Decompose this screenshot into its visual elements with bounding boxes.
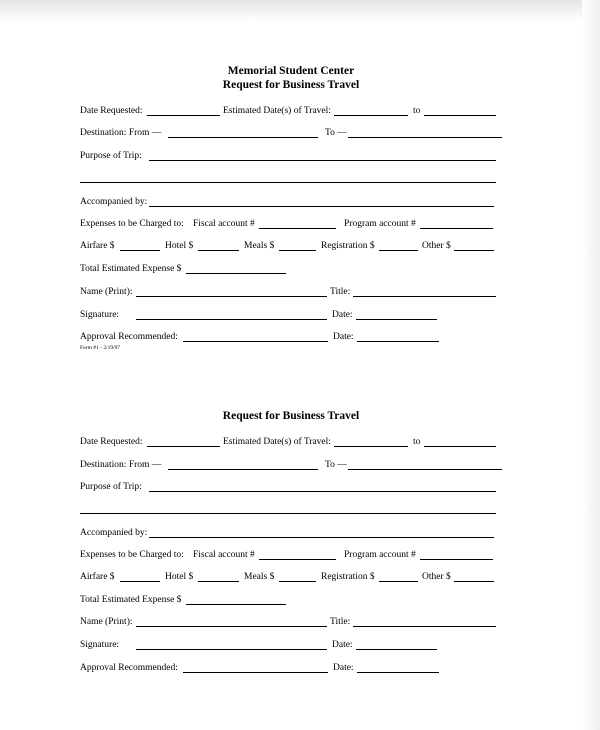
title-label: Title: [330, 617, 351, 627]
date-requested-label: Date Requested: [80, 437, 143, 447]
accompanied-field[interactable] [149, 537, 494, 538]
form-title: Request for Business Travel [222, 79, 360, 91]
name-field[interactable] [136, 626, 327, 627]
destination-from-field[interactable] [168, 469, 318, 470]
purpose-label: Purpose of Trip: [80, 151, 142, 161]
destination-from-field[interactable] [168, 137, 318, 138]
form-title: Request for Business Travel [222, 410, 360, 422]
total-expense-field[interactable] [186, 273, 286, 274]
airfare-label: Airfare $ [80, 572, 115, 582]
date-requested-field[interactable] [147, 115, 220, 116]
title-label: Title: [330, 287, 351, 297]
total-expense-label: Total Estimated Expense $ [80, 264, 182, 274]
hotel-label: Hotel $ [165, 241, 194, 251]
fiscal-account-field[interactable] [259, 559, 336, 560]
program-account-field[interactable] [420, 228, 493, 229]
program-account-field[interactable] [420, 559, 493, 560]
signature-date-field[interactable] [356, 649, 437, 650]
meals-field[interactable] [279, 250, 316, 251]
approval-field[interactable] [183, 341, 328, 342]
fiscal-account-field[interactable] [259, 228, 336, 229]
date-requested-label: Date Requested: [80, 106, 143, 116]
registration-field[interactable] [379, 250, 418, 251]
meals-label: Meals $ [244, 241, 275, 251]
airfare-field[interactable] [120, 250, 160, 251]
other-label: Other $ [422, 241, 451, 251]
hotel-field[interactable] [198, 581, 239, 582]
destination-to-field[interactable] [348, 137, 502, 138]
travel-end-field[interactable] [424, 446, 496, 447]
signature-date-label: Date: [332, 310, 353, 320]
accompanied-field[interactable] [149, 206, 494, 207]
program-account-label: Program account # [344, 550, 416, 560]
meals-field[interactable] [279, 581, 316, 582]
signature-date-field[interactable] [356, 319, 437, 320]
other-label: Other $ [422, 572, 451, 582]
signature-label: Signature: [80, 640, 120, 650]
fiscal-account-label: Fiscal account # [193, 550, 255, 560]
registration-field[interactable] [379, 581, 418, 582]
approval-date-field[interactable] [357, 341, 439, 342]
destination-to-label: To — [325, 460, 347, 470]
title-field[interactable] [353, 626, 496, 627]
total-expense-label: Total Estimated Expense $ [80, 595, 182, 605]
other-field[interactable] [454, 581, 494, 582]
signature-date-label: Date: [332, 640, 353, 650]
other-field[interactable] [454, 250, 494, 251]
purpose-label: Purpose of Trip: [80, 482, 142, 492]
to-label: to [413, 437, 421, 447]
destination-to-field[interactable] [348, 469, 502, 470]
destination-from-label: Destination: From — [80, 128, 162, 138]
approval-field[interactable] [183, 672, 328, 673]
estimated-dates-label: Estimated Date(s) of Travel: [223, 437, 331, 447]
destination-from-label: Destination: From — [80, 460, 162, 470]
viewer-right-shadow [582, 0, 600, 730]
purpose-field-line-2[interactable] [80, 182, 496, 183]
airfare-field[interactable] [120, 581, 160, 582]
travel-end-field[interactable] [424, 115, 496, 116]
approval-label: Approval Recommended: [80, 332, 178, 342]
airfare-label: Airfare $ [80, 241, 115, 251]
purpose-field[interactable] [149, 491, 496, 492]
accompanied-label: Accompanied by: [80, 197, 148, 207]
meals-label: Meals $ [244, 572, 275, 582]
program-account-label: Program account # [344, 219, 416, 229]
name-label: Name (Print): [80, 617, 133, 627]
title-field[interactable] [353, 296, 496, 297]
total-expense-field[interactable] [186, 604, 286, 605]
signature-label: Signature: [80, 310, 120, 320]
purpose-field[interactable] [149, 160, 496, 161]
signature-field[interactable] [136, 649, 327, 650]
approval-label: Approval Recommended: [80, 663, 178, 673]
org-name: Memorial Student Center [227, 65, 355, 77]
hotel-field[interactable] [198, 250, 239, 251]
signature-field[interactable] [136, 319, 327, 320]
date-requested-field[interactable] [147, 446, 220, 447]
to-label: to [413, 106, 421, 116]
registration-label: Registration $ [321, 572, 375, 582]
name-label: Name (Print): [80, 287, 133, 297]
approval-date-label: Date: [333, 332, 354, 342]
fiscal-account-label: Fiscal account # [193, 219, 255, 229]
registration-label: Registration $ [321, 241, 375, 251]
hotel-label: Hotel $ [165, 572, 194, 582]
expenses-label: Expenses to be Charged to: [80, 550, 184, 560]
travel-start-field[interactable] [334, 115, 408, 116]
travel-start-field[interactable] [334, 446, 408, 447]
approval-date-field[interactable] [357, 672, 439, 673]
expenses-label: Expenses to be Charged to: [80, 219, 184, 229]
purpose-field-line-2[interactable] [80, 513, 496, 514]
estimated-dates-label: Estimated Date(s) of Travel: [223, 106, 331, 116]
approval-date-label: Date: [333, 663, 354, 673]
destination-to-label: To — [325, 128, 347, 138]
accompanied-label: Accompanied by: [80, 528, 148, 538]
form-number: Form #1 - 2/19/97 [80, 345, 121, 351]
name-field[interactable] [136, 296, 327, 297]
